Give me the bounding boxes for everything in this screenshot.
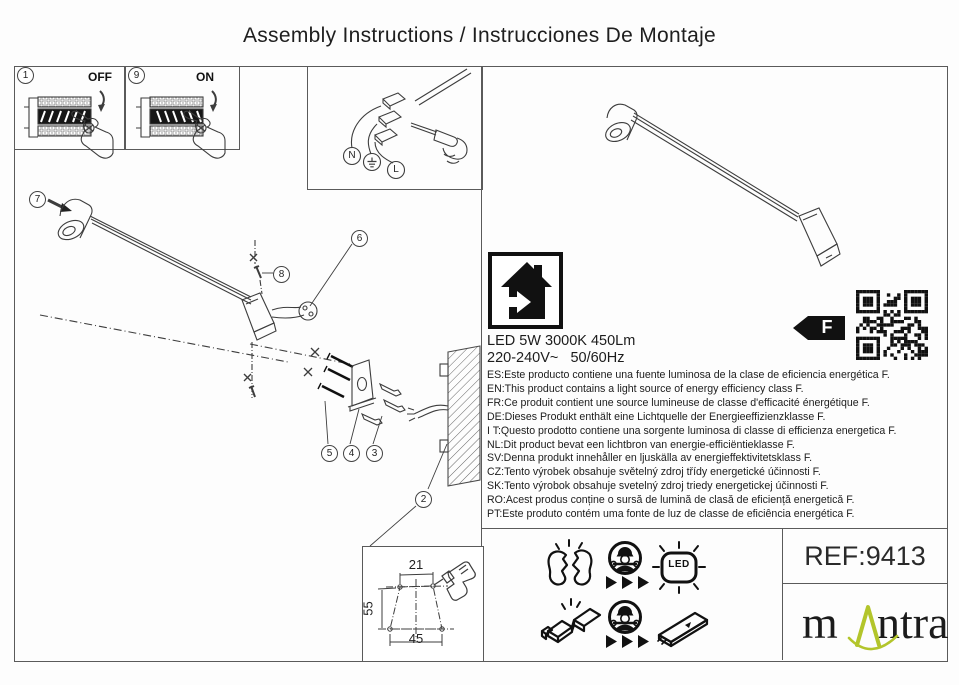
breaker-top-row — [38, 97, 91, 107]
pivot-screw-top — [250, 254, 261, 278]
wall-bracket — [348, 360, 376, 411]
brand-suffix: ntra — [877, 597, 949, 648]
lamp-specs — [487, 333, 635, 367]
brand-caret-icon — [840, 595, 910, 660]
mounting-screws — [318, 353, 353, 397]
neutral-label: N — [348, 150, 356, 161]
lang-line-nl: NL:Dit product bevat een lichtbron van energie-efficiëntieklasse F. — [487, 438, 795, 451]
service-icons — [538, 538, 718, 656]
lamp-arm — [631, 113, 799, 221]
step-8-badge: 8 — [273, 266, 290, 283]
lang-line-sk: SK:Tento výrobok obsahuje svetelný zdroj triedy energetickej účinnosti F. — [487, 480, 829, 493]
spec-line-1: LED 5W 3000K 450Lm — [487, 333, 636, 349]
step-6-badge: 6 — [351, 230, 368, 247]
language-block — [487, 369, 896, 522]
professional-icon — [610, 602, 641, 633]
screw-cross-marks — [304, 348, 319, 376]
lamp-head — [603, 104, 637, 145]
driver-bent-icon — [542, 599, 600, 642]
off-label: OFF — [88, 70, 112, 84]
lang-line-pt: PT:Este produto contém uma fonte de luz de classe de eficiência energética F. — [487, 508, 855, 521]
info-bottom-line — [481, 528, 947, 529]
pivot-screw-bottom — [244, 374, 255, 397]
breaker-bracket — [141, 98, 150, 137]
driver-box-icon — [658, 613, 707, 646]
triple-arrow-icon — [606, 635, 649, 648]
energy-class-label: F — [821, 317, 833, 337]
step-3-badge: 3 — [366, 445, 383, 462]
lang-line-es: ES:Este producto contiene una fuente luminosa de la clase de eficiencia energética F. — [487, 369, 890, 381]
broken-led-icon — [548, 540, 591, 584]
reference-number: REF:9413 — [804, 541, 926, 571]
professional-icon — [610, 543, 641, 574]
lang-line-it: I T:Questo prodotto contiene una sorgente luminosa di classe di efficienza energetica F. — [487, 424, 897, 437]
lamp-base — [799, 208, 840, 266]
lang-line-cz: CZ:Tento výrobek obsahuje světelný zdroj třídy energetické účinnosti F. — [487, 466, 821, 479]
lang-line-fr: FR:Ce produit contient une source lumineuse de classe d'efficacité énergétique F. — [487, 396, 870, 409]
live-label: L — [393, 164, 399, 175]
ref-brand-divider — [782, 583, 947, 584]
neutral-wire — [351, 106, 381, 148]
connector-plug — [299, 302, 317, 320]
lang-line-ro: RO:Acest produs conține o sursă de lumină de clasă de eficiență energetică F. — [487, 494, 855, 507]
house-arrow-icon — [488, 252, 564, 330]
step-9-badge: 9 — [128, 67, 145, 84]
qr-code — [856, 290, 928, 360]
mains-wire-out — [407, 405, 448, 421]
breaker-top-row — [150, 97, 203, 107]
triple-arrow-icon — [606, 576, 649, 589]
page-title: Assembly Instructions / Instrucciones De Montaje — [242, 24, 717, 47]
led-icon-label: LED — [668, 559, 690, 570]
projection-lines — [40, 315, 350, 364]
lang-line-sv: SV:Denna produkt innehåller en ljuskälla av energieffektivitetsklass F. — [487, 452, 813, 465]
dim-bottom-label: 45 — [408, 631, 424, 646]
on-label: ON — [196, 70, 214, 84]
step-4-badge: 4 — [343, 445, 360, 462]
lamp-base — [242, 293, 276, 340]
step-2-badge: 2 — [415, 491, 432, 508]
lang-line-en: EN:This product contains a light source of energy efficiency class F. — [487, 382, 804, 395]
step-5-badge: 5 — [321, 445, 338, 462]
step-1-badge: 1 — [17, 67, 34, 84]
brand-prefix: m — [802, 597, 838, 648]
drill-icon — [434, 562, 475, 600]
spec-line-2: 220-240V~ 50/60Hz — [487, 350, 625, 366]
wall-section — [440, 346, 480, 486]
terminal-connectors — [375, 93, 405, 145]
mains-cable — [415, 69, 471, 105]
dim-side-label: 55 — [360, 601, 376, 616]
breaker-bracket — [29, 98, 38, 137]
lang-line-de: DE:Dieses Produkt enthält eine Lichtquelle der Energieeffizienzklasse F. — [487, 410, 826, 423]
lamp-arm — [90, 216, 251, 304]
dim-top-label: 21 — [408, 557, 424, 572]
step-7-badge: 7 — [29, 191, 46, 208]
